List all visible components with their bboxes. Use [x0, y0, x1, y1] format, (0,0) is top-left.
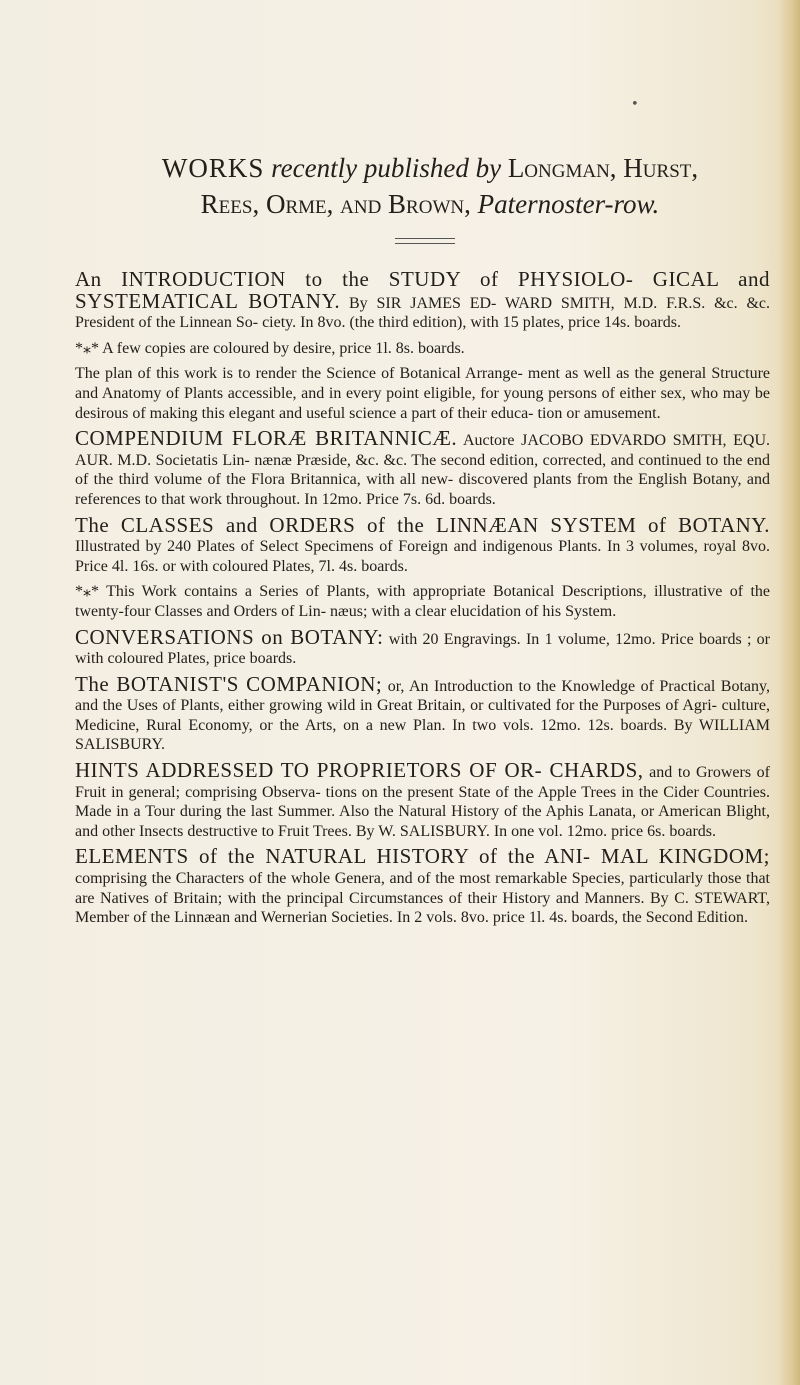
book-description: and to Growers of Fruit in general; comprising Observa- tions on the present State of the Apple Trees in the Cider Countries. Made in a Tour during the last Summer. Also the Natural History of the Aphis Lanata, or American Blight, and other Insects destructive to Fruit Trees. By W. SALISBURY. In one vol. 12mo. price 6s. boards.: [75, 764, 771, 840]
book-note: *⁎* This Work contains a Series of Plants, with appropriate Botanical Descriptions, illustrative of the twenty-four Classes and Orders of Lin- næus; with a clear elucidation of his System.: [75, 583, 770, 620]
book-title: HINTS ADDRESSED TO PROPRIETORS OF OR- CHARDS,: [75, 758, 644, 783]
book-note: *⁎* A few copies are coloured by desire, price 1l. 8s. boards.: [75, 339, 465, 357]
header-publishers-2: Rees, Orme, and Brown,: [200, 189, 471, 219]
book-entry: [75, 426, 771, 509]
book-title: ELEMENTS of the NATURAL HISTORY of the ANI- MAL KINGDOM;: [75, 844, 770, 869]
book-title: CONVERSATIONS on BOTANY:: [75, 624, 384, 649]
paper-edge-stain: [778, 0, 800, 1385]
book-title: The CLASSES and ORDERS of the LINNÆAN SYSTEM of BOTANY.: [75, 512, 770, 537]
header-recently: recently published by: [271, 153, 502, 183]
header-address: Paternoster-row.: [477, 189, 660, 219]
book-description: Auctore JACOBO EDVARDO SMITH, EQU. AUR. M.D. Societatis Lin- nænæ Præside, &c. &c. The second edition, corrected, and continued to the end of the third volume of the Flora Britannica, with all new- discovered plants from the English Botany, and references to that work throughout. In 12mo. Price 7s. 6d. boards.: [75, 432, 771, 508]
printer-mark: •: [631, 97, 639, 112]
book-description: Illustrated by 240 Plates of Select Specimens of Foreign and indigenous Plants. In 3 volumes, royal 8vo. Price 4l. 16s. or with coloured Plates, 7l. 4s. boards.: [75, 538, 770, 575]
book-entry: [75, 624, 771, 669]
book-entry: [75, 267, 770, 333]
book-entry: [75, 671, 770, 755]
book-description: or, An Introduction to the Knowledge of Practical Botany, and the Uses of Plants, either growing wild in Great Britain, or cultivated for the Purposes of Agri- culture, Medicine, Rural Economy, or the Arts, on a new Plan. In two vols. 12mo. 12s. boards. By WILLIAM SALISBURY.: [75, 677, 770, 754]
book-extra: The plan of this work is to render the Science of Botanical Arrange- ment as well as the general Structure and Anatomy of Plants accessible, and in every point eligible, for young persons of either sex, who may be desirous of making this elegant and useful science a part of their educa- tion or amusement.: [75, 365, 770, 422]
advertisement-header: [90, 150, 770, 222]
book-title: COMPENDIUM FLORÆ BRITANNICÆ.: [75, 426, 458, 451]
book-entry: [75, 844, 770, 927]
book-description: with 20 Engravings. In 1 volume, 12mo. Price boards ; or with coloured Plates, price boards.: [75, 630, 771, 668]
book-description: comprising the Characters of the whole Genera, and of the most remarkable Species, particularly those that are Natives of Britain; with the principal Circumstances of their History and Manners. By C. STEWART, Member of the Linnæan and Wernerian Societies. In 2 vols. 8vo. price 1l. 4s. boards, the Second Edition.: [75, 870, 770, 927]
header-works: WORKS: [161, 153, 265, 183]
book-entry: [75, 512, 770, 577]
book-description: By SIR JAMES ED- WARD SMITH, M.D. F.R.S. &c. &c. President of the Linnean So- ciety. In 8vo. (the third edition), with 15 plates, price 14s. boards.: [75, 294, 770, 332]
book-title: An INTRODUCTION to the STUDY of PHYSIOLO- GICAL and SYSTEMATICAL BOTANY.: [75, 267, 770, 313]
book-title: The BOTANIST'S COMPANION;: [75, 671, 383, 696]
book-list: [75, 267, 771, 934]
book-entry: [75, 758, 771, 841]
header-publishers-1: Longman, Hurst,: [507, 153, 699, 183]
ornamental-rule: [395, 238, 455, 244]
